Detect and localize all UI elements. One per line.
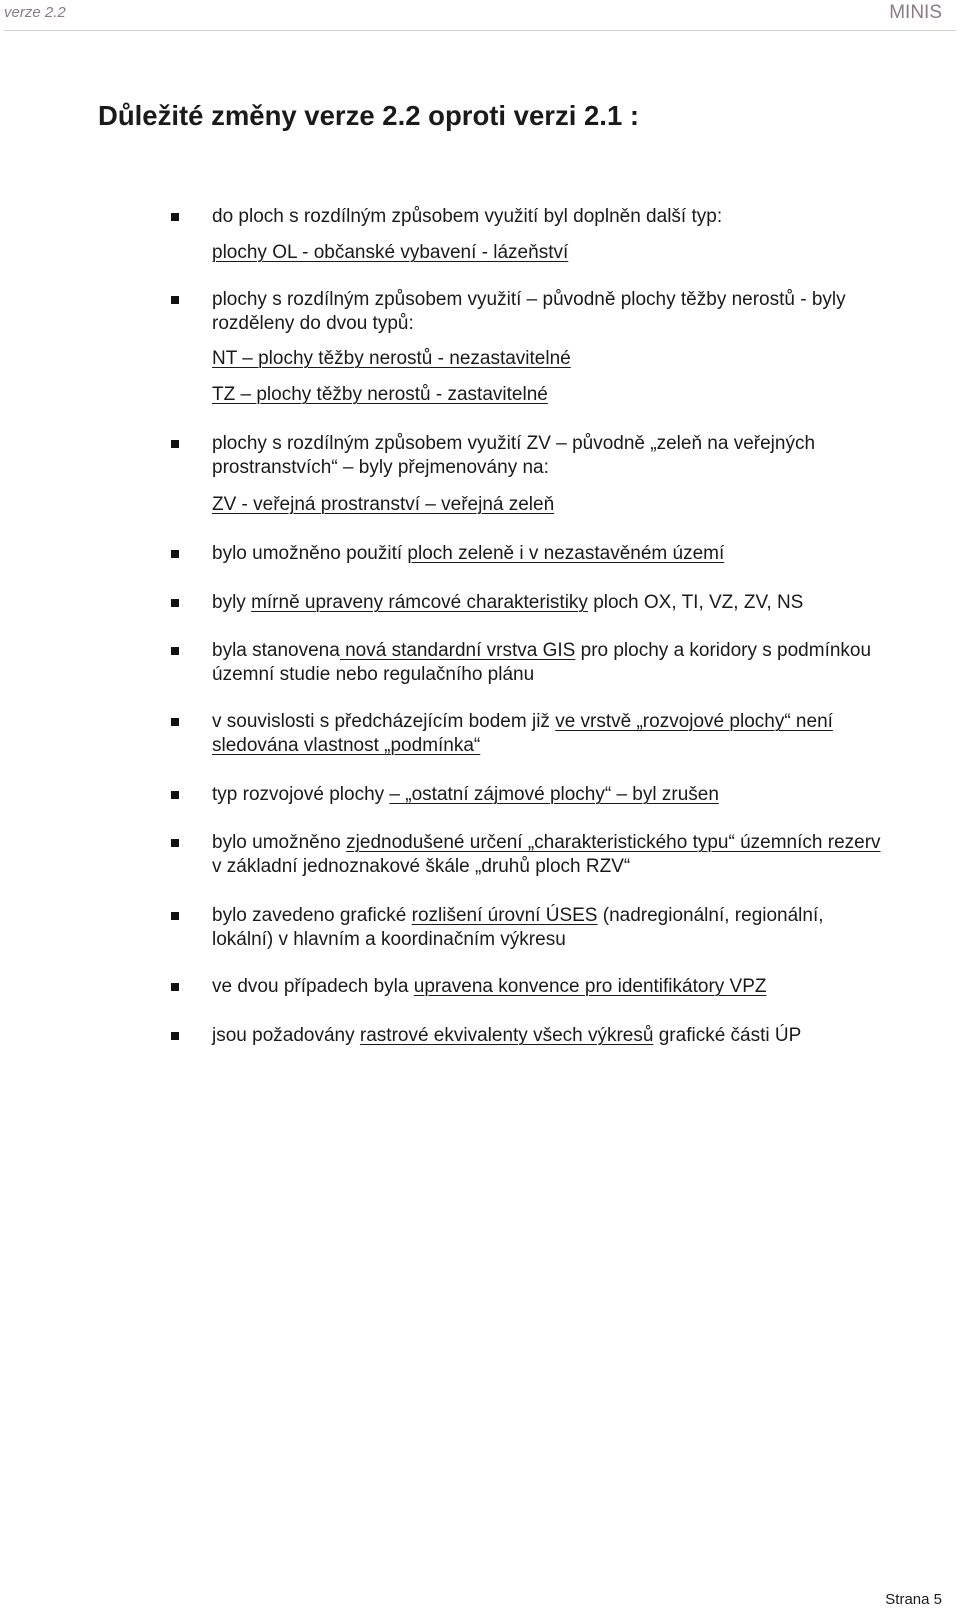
header-divider: [4, 30, 956, 31]
list-item-line: [212, 710, 833, 734]
list-item-line: [212, 432, 815, 456]
text-run: TZ – plochy těžby nerostů - zastavitelné: [212, 384, 548, 405]
text-run: plochy s rozdílným způsobem využití – původně plochy těžby nerostů - byly: [212, 289, 846, 310]
bullet-square-icon: [171, 647, 179, 655]
text-run: prostranstvích“ – byly přejmenovány na:: [212, 457, 549, 478]
list-item-line: [212, 831, 881, 855]
list-item-line: [212, 542, 724, 566]
text-run: zjednodušené určení „charakteristického typu“ územních rezerv: [346, 832, 881, 853]
list-item-line: [212, 855, 630, 879]
header-version: verze 2.2: [4, 4, 66, 21]
text-run: ZV - veřejná prostranství – veřejná zeleň: [212, 494, 555, 515]
list-item-line: [212, 241, 568, 265]
list-item-line: [212, 312, 414, 336]
list-item-line: [212, 591, 803, 615]
list-item-line: [212, 493, 554, 517]
bullet-square-icon: [171, 983, 179, 991]
bullet-square-icon: [171, 213, 179, 221]
text-run: ve dvou případech byla: [212, 976, 414, 997]
text-run: plochy OL - občanské vybavení - lázeňství: [212, 242, 569, 263]
text-run: bylo zavedeno grafické: [212, 905, 412, 926]
bullet-square-icon: [171, 440, 179, 448]
list-item-line: [212, 663, 534, 687]
list-item-line: [212, 928, 566, 952]
bullet-square-icon: [171, 718, 179, 726]
text-run: lokální) v hlavním a koordinačním výkresu: [212, 929, 566, 950]
list-item-line: [212, 783, 719, 807]
list-item-line: [212, 734, 480, 758]
text-run: územní studie nebo regulačního plánu: [212, 664, 535, 685]
page-number: Strana 5: [885, 1591, 942, 1608]
text-run: rozděleny do dvou typů:: [212, 313, 414, 334]
text-run: sledována vlastnost „podmínka“: [212, 735, 481, 756]
text-run: v souvislosti s předcházejícím bodem již: [212, 711, 556, 732]
text-run: plochy s rozdílným způsobem využití ZV – původně „zeleň na veřejných: [212, 433, 816, 454]
header-brand: MINIS: [889, 2, 942, 23]
text-run: pro plochy a koridory s podmínkou: [575, 640, 872, 661]
bullet-square-icon: [171, 791, 179, 799]
text-run: nová standardní vrstva GIS: [339, 640, 576, 661]
text-run: v základní jednoznakové škále „druhů ploch RZV“: [212, 856, 631, 877]
text-run: ve vrstvě „rozvojové plochy“ není: [555, 711, 833, 732]
list-item-line: [212, 975, 767, 999]
text-run: jsou požadovány: [212, 1025, 360, 1046]
text-run: mírně upraveny rámcové charakteristiky: [251, 592, 588, 613]
list-item-line: [212, 1024, 801, 1048]
bullet-square-icon: [171, 296, 179, 304]
text-run: ploch zeleně i v nezastavěném území: [407, 543, 725, 564]
list-item-line: [212, 288, 846, 312]
page-title: Důležité změny verze 2.2 oproti verzi 2.1 :: [98, 100, 640, 131]
text-run: rozlišení úrovní ÚSES: [411, 905, 598, 926]
bullet-square-icon: [171, 839, 179, 847]
text-run: grafické části ÚP: [653, 1025, 802, 1046]
bullet-square-icon: [171, 912, 179, 920]
text-run: do ploch s rozdílným způsobem využití byl doplněn další typ:: [212, 206, 723, 227]
text-run: bylo umožněno použití: [212, 543, 408, 564]
list-item-line: [212, 205, 722, 229]
text-run: byly: [212, 592, 252, 613]
text-run: byla stanovena: [212, 640, 340, 661]
text-run: typ rozvojové plochy: [212, 784, 390, 805]
text-run: NT – plochy těžby nerostů - nezastavitelné: [212, 348, 571, 369]
text-run: bylo umožněno: [212, 832, 347, 853]
text-run: rastrové ekvivalenty všech výkresů: [359, 1025, 654, 1046]
list-item-line: [212, 456, 549, 480]
list-item-line: [212, 347, 571, 371]
list-item-line: [212, 639, 871, 663]
list-item-line: [212, 904, 824, 928]
text-run: ploch OX, TI, VZ, ZV, NS: [587, 592, 804, 613]
text-run: (nadregionální, regionální,: [597, 905, 824, 926]
bullet-square-icon: [171, 599, 179, 607]
list-item-line: [212, 383, 548, 407]
text-run: – „ostatní zájmové plochy“ – byl zrušen: [389, 784, 719, 805]
text-run: upravena konvence pro identifikátory VPZ: [413, 976, 767, 997]
bullet-square-icon: [171, 1032, 179, 1040]
bullet-square-icon: [171, 550, 179, 558]
